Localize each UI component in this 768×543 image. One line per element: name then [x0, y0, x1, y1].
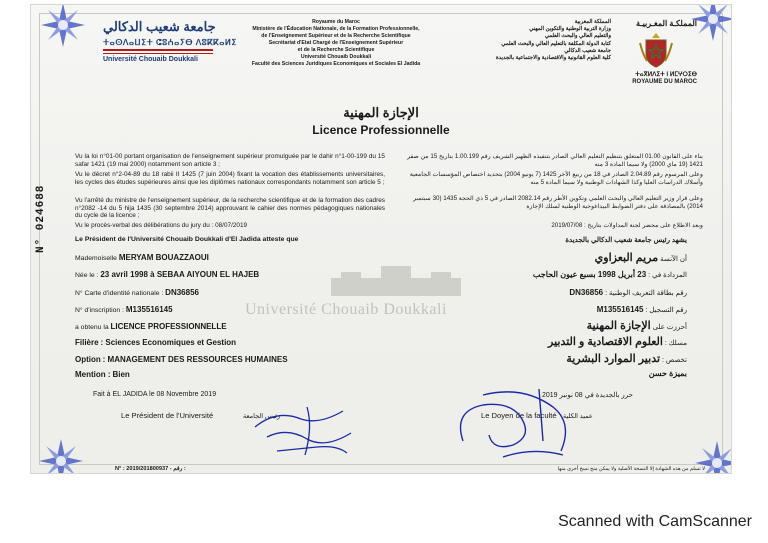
registration-value-fr: M135516145 [125, 305, 173, 314]
university-name-tifinagh: ⵜⴰⵙⴷⴰⵡⵉⵜ ⵛⵓⵄⴰⵢⴱ ⴷⵓⴽⴽⴰⵍⵉ [103, 38, 237, 47]
header-ar-line: وزارة التربية الوطنية والتكوين المهني [529, 26, 611, 33]
dean-label-fr: Le Doyen de la faculté [481, 411, 557, 420]
birth-label-ar: المزدادة في : [648, 272, 687, 279]
filiere-value-fr: : Sciences Economiques et Gestion [100, 338, 237, 347]
cin-value-ar: DN36856 [569, 288, 604, 297]
flower-ornament-icon [39, 4, 87, 49]
option-row-fr [75, 355, 288, 364]
mention-label-fr: Mention : [75, 370, 111, 379]
cin-label-ar: رقم بطاقة التعريف الوطنية : [605, 290, 687, 297]
law-reference-fr: Vu la loi n°01-00 portant organisation de l'enseignement supérieur promulguée par le dahir n°1-00-199 du 15 safar 1421 (19 mai 2000) notamment son article 3 ; [75, 153, 385, 168]
university-watermark: Université Chouaib Doukkali [245, 301, 447, 318]
header-fr-line: Ministère de l'Éducation Nationale, de la Formation Professionnelle, [252, 26, 420, 32]
filiere-row-fr [75, 338, 236, 347]
registration-row-fr [75, 305, 173, 314]
attestation-french: Le Président de l'Université Chouaib Doukkali d'El Jadida atteste que [75, 236, 299, 243]
birth-value-ar: 23 أبريل 1998 بسبع عيون الحاجب [532, 270, 647, 279]
scanner-watermark: Scanned with CamScanner [558, 513, 752, 530]
mention-value-fr: Bien [112, 370, 130, 379]
student-name-ar: مريم البعزاوي [594, 252, 659, 264]
header-fr-line: Royaume du Maroc [312, 19, 360, 25]
issue-date-fr: Fait à EL JADIDA le 08 Novembre 2019 [93, 391, 217, 398]
filiere-value-ar: العلوم الاقتصادية و التدبير [548, 336, 663, 348]
birth-row-fr [75, 270, 259, 279]
president-label-fr: Le Président de l'Université [121, 411, 214, 420]
kingdom-name-arabic: المملكـة المغـربيـة [635, 19, 697, 28]
university-name-french: Université Chouaib Doukkali [103, 53, 213, 63]
option-value-fr: : MANAGEMENT DES RESSOURCES HUMAINES [102, 355, 288, 364]
serial-number: N° 024688 [35, 184, 47, 253]
student-name-fr: MERYAM BOUAZZAOUI [118, 253, 209, 262]
registration-label-fr: N° d'inscription : [75, 307, 124, 314]
obtained-row-ar [587, 319, 687, 332]
option-row-ar [566, 352, 687, 365]
obtained-value-ar: الإجازة المهنية [586, 320, 651, 332]
law-reference-ar: وعلى قرار وزير التعليم العالي والبحث العلمي وتكوين الأطر رقم 2082.14 الصادر في 5 ذي الحجة 1435 (30 سبتمبر 2014) بالمصادقة على دفتر الضوابط البيداغوجية الوطنية لسلك الإجازة [413, 195, 703, 210]
header-fr-line: de l'Enseignement Supérieur et de la Recherche Scientifique [261, 33, 411, 39]
flower-ornament-icon [37, 437, 85, 474]
university-rule [103, 49, 213, 51]
header-french [231, 19, 441, 68]
kingdom-name-french: ROYAUME DU MAROC [632, 79, 697, 85]
obtained-label-fr: a obtenu la [75, 324, 109, 331]
president-label-ar: رئيس الجامعة [243, 413, 281, 420]
student-title-fr: Mademoiselle [75, 255, 117, 262]
obtained-row-fr [75, 322, 227, 331]
law-reference-fr: Vu le procès-verbal des délibérations du jury du : 08/07/2019 [75, 222, 248, 229]
cin-row-fr [75, 288, 199, 297]
mention-row-ar [649, 369, 687, 378]
dean-label-ar: عميد الكلية [563, 413, 593, 420]
header-ar-line: والتعليم العالي والبحث العلمي [544, 33, 611, 40]
option-label-fr: Option [75, 355, 101, 364]
filiere-label-fr: Filière [75, 338, 99, 347]
header-ar-line: كتابة الدولة المكلفة بالتعليم العالي والبحث العلمي [501, 40, 611, 47]
president-signature-icon [247, 397, 367, 463]
dean-signature-icon [443, 381, 593, 465]
law-reference-ar: بناء على القانون 01.00 المتعلق بتنظيم التعليم العالي الصادر بتنفيذه الظهير الشريف رقم 1.00.199 بتاريخ 15 من صفر 1421 (19 ماي 2000) ولا سيما المادة 3 منه [407, 153, 703, 168]
cin-row-ar [569, 288, 687, 297]
header-fr-line: et de la Recherche Scientifique [297, 47, 375, 53]
student-name-row-fr [75, 253, 209, 262]
mention-row-fr [75, 370, 130, 379]
header-fr-line: Faculté des Sciences Juridiques Economiques et Sociales El Jadida [251, 61, 421, 67]
footer-note-ar: لا تسلم من هذه الشهادة إلا النسخة الأصلية ولا يمكن منح نسخ أخرى منها [557, 466, 705, 472]
law-reference-ar: وبعد الاطلاع على محضر لجنة المداولات بتاريخ : 2019/07/08 [551, 222, 703, 229]
header-ar-line: المملكة المغربية [574, 19, 611, 25]
filiere-label-ar: مسلك : [664, 340, 687, 347]
issue-date-ar: حرر بالجديدة في 08 نونبر 2019 [541, 392, 633, 399]
kingdom-name-tifinagh: ⵜⴰⴳⵍⴷⵉⵜ ⵏ ⵍⵎⵖⵔⵉⴱ [635, 72, 697, 78]
birth-row-ar [533, 270, 687, 279]
coat-of-arms-icon [639, 31, 673, 69]
law-reference-fr: Vu l'arrêté du ministre de l'enseignement supérieur, de la recherche scientifique et de la formation des cadres n°2082 -14 du 5 hija 1435 (30 septembre 2014) approuvant le cahier des normes pédagogiques nationales du cycle de la licence ; [75, 197, 385, 220]
obtained-value-fr: LICENCE PROFESSIONNELLE [110, 322, 227, 331]
attestation-arabic: يشهد رئيس جامعة شعيب الدكالي بالجديدة [565, 237, 687, 244]
cin-value-fr: DN36856 [165, 288, 199, 297]
diploma-title-arabic: الإجازة المهنية [343, 105, 419, 120]
header-ar-line: كلية العلوم القانونية والاقتصادية والاجتماعية بالجديدة [495, 55, 611, 62]
university-building-watermark-icon [321, 260, 471, 300]
header-ar-line: جامعة شعيب الدكالي [564, 47, 611, 54]
diploma-title-french: Licence Professionnelle [312, 123, 450, 137]
registration-row-ar [597, 305, 687, 314]
cin-label-fr: N° Carte d'identité nationale : [75, 290, 164, 297]
option-value-ar: تدبير الموارد البشرية [566, 353, 661, 365]
filiere-row-ar [548, 335, 687, 348]
obtained-label-ar: أحرزت على [652, 324, 687, 331]
student-title-ar: أن الآنسة [660, 256, 687, 263]
student-name-row-ar [595, 251, 687, 264]
diploma-document [30, 4, 732, 474]
header-arabic [461, 19, 611, 62]
birth-value-fr: 23 avril 1998 à SEBAA AIYOUN EL HAJEB [100, 270, 260, 279]
registration-label-ar: رقم التسجيل : [645, 307, 687, 314]
mention-value-ar: بميزة حسن [648, 369, 687, 378]
option-label-ar: تخصص : [661, 357, 687, 364]
university-name-arabic: جامعة شعيب الدكالي [103, 19, 216, 34]
header-fr-line: Secrétariat d'Etat Chargé de l'Enseignement Supérieur [268, 40, 404, 46]
diploma-number: N° : 2019/201800937 - رقم : [115, 466, 186, 472]
registration-value-ar: M135516145 [596, 305, 644, 314]
header-fr-line: Université Chouaib Doukkali [300, 54, 372, 60]
law-reference-ar: وعلى المرسوم رقم 2.04.89 الصادر في 18 من ربيع الآخر 1425 (7 يونيو 2004) بتحديد اختصاص المؤسسات الجامعية وأسلاك الدراسات العليا وكذا الشهادات الوطنية ولا سيما المادة 5 منه [409, 171, 703, 186]
birth-label-fr: Née le : [75, 272, 99, 279]
law-reference-fr: Vu le décret n°2-04-89 du 18 rabii II 1425 (7 juin 2004) fixant la vocation des établissements universitaires, les cycles des études supérieures ainsi que les diplômes nationaux correspondants notamment son article 5 ; [75, 171, 385, 186]
